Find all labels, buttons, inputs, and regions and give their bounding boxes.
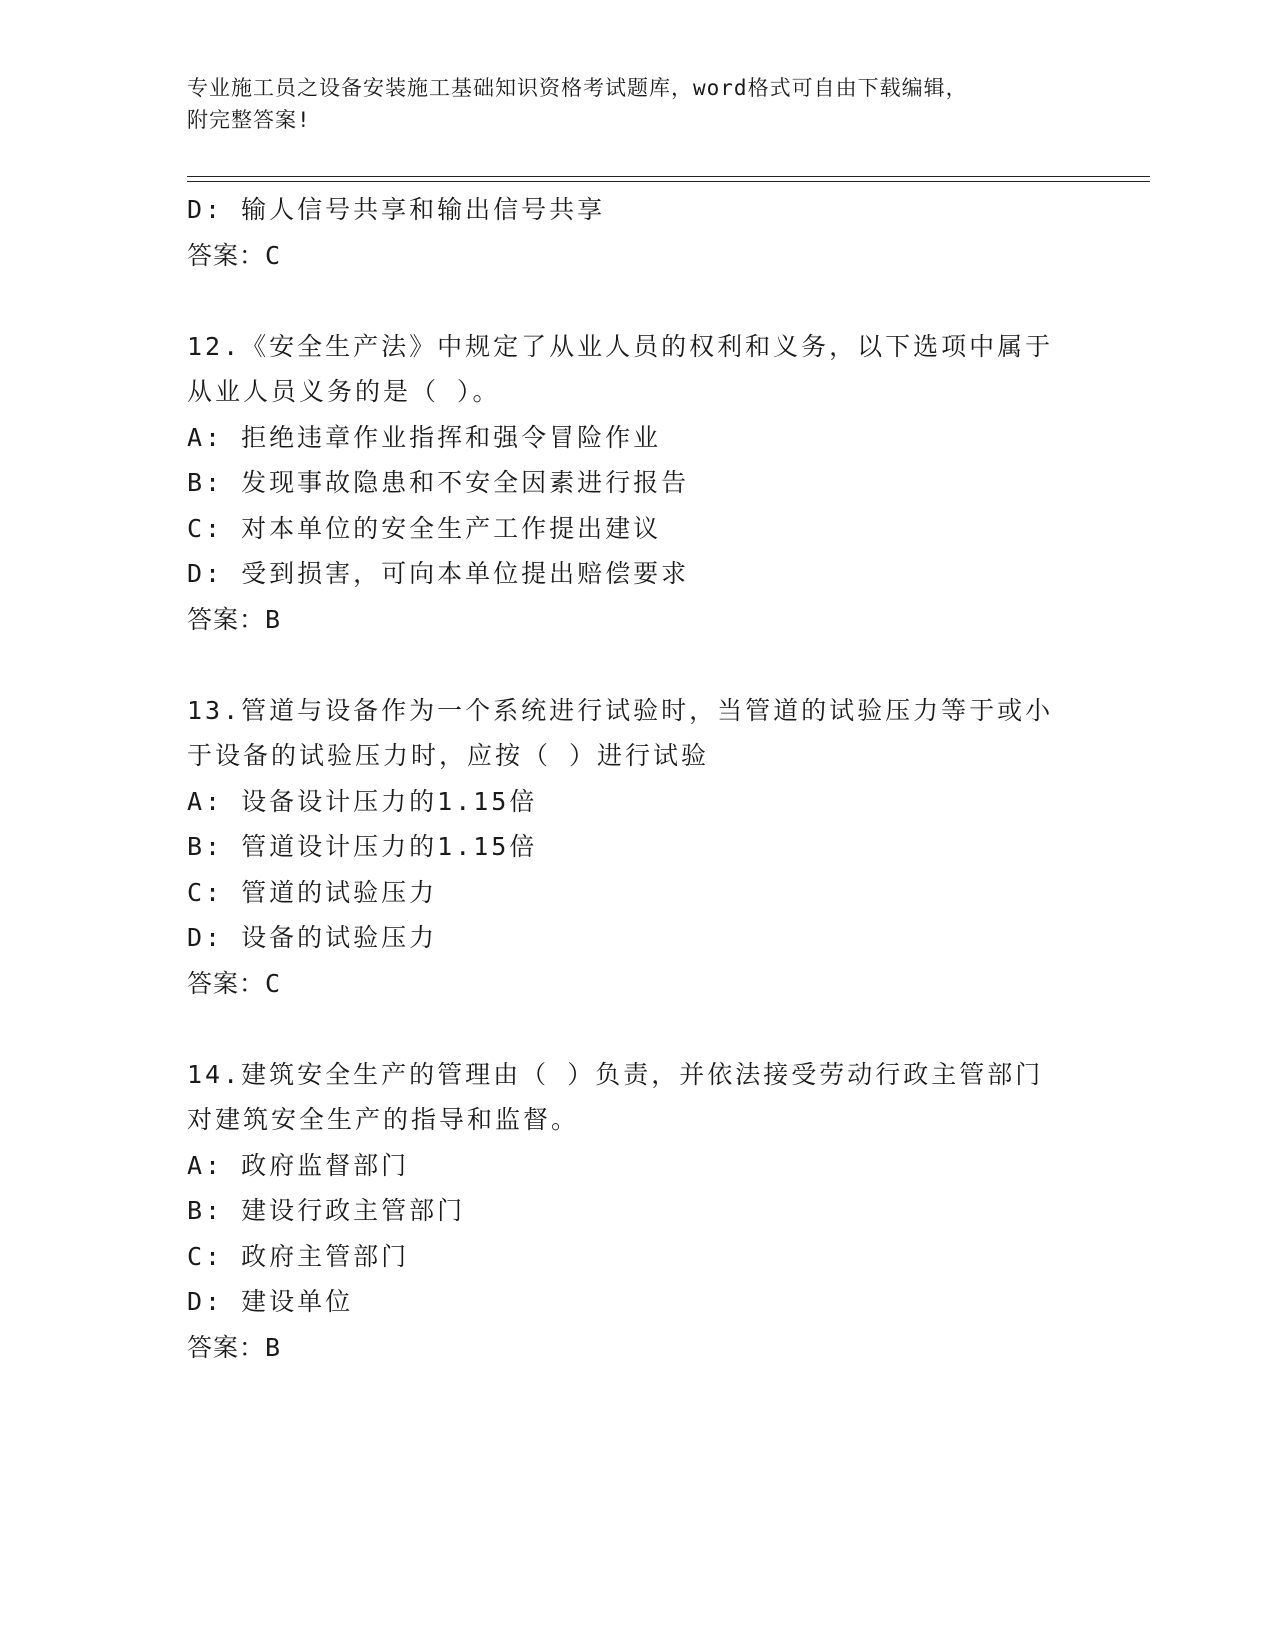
answer-line: 答案：C xyxy=(187,968,282,998)
question-text-line: 13.管道与设备作为一个系统进行试验时，当管道的试验压力等于或小 xyxy=(187,695,1054,725)
option-a: A: 设备设计压力的1.15倍 xyxy=(187,786,538,816)
spacer xyxy=(187,1006,1087,1052)
option-a: A: 政府监督部门 xyxy=(187,1150,410,1180)
spacer xyxy=(187,642,1087,688)
header-line-1: 专业施工员之设备安装施工基础知识资格考试题库，word格式可自由下载编辑， xyxy=(187,76,968,100)
document-header xyxy=(187,72,1087,136)
question-text-line: 14.建筑安全生产的管理由（ ）负责，并依法接受劳动行政主管部门 xyxy=(187,1059,1044,1089)
question-text-line: 对建筑安全生产的指导和监督。 xyxy=(187,1105,580,1134)
option-c: C: 管道的试验压力 xyxy=(187,877,438,907)
option-b: B: 建设行政主管部门 xyxy=(187,1196,466,1225)
question-text-line: 从业人员义务的是（ ）。 xyxy=(187,377,501,406)
option-c: C: 政府主管部门 xyxy=(187,1241,410,1271)
question-text-line: 12.《安全生产法》中规定了从业人员的权利和义务，以下选项中属于 xyxy=(187,331,1054,361)
header-rule-top xyxy=(187,176,1150,177)
question-block-12 xyxy=(187,324,1087,643)
option-b: B: 管道设计压力的1.15倍 xyxy=(187,832,538,861)
option-d: D: 设备的试验压力 xyxy=(187,923,438,952)
header-line-2: 附完整答案! xyxy=(187,108,311,132)
question-block-13 xyxy=(187,688,1087,1007)
answer-line: 答案：B xyxy=(187,1332,282,1362)
question-block-14 xyxy=(187,1052,1087,1371)
option-d: D: 建设单位 xyxy=(187,1287,354,1316)
option-a: A: 拒绝违章作业指挥和强令冒险作业 xyxy=(187,422,662,452)
option-c: C: 对本单位的安全生产工作提出建议 xyxy=(187,513,662,543)
spacer xyxy=(187,278,1087,324)
answer-line: 答案：B xyxy=(187,604,282,634)
option-d: D: 受到损害，可向本单位提出赔偿要求 xyxy=(187,559,690,588)
answer-line: 答案：C xyxy=(187,240,282,270)
option-d: D: 输人信号共享和输出信号共享 xyxy=(187,195,606,224)
question-text-line: 于设备的试验压力时，应按（ ）进行试验 xyxy=(187,741,710,770)
question-list xyxy=(187,187,1087,1370)
question-block-11 xyxy=(187,187,1087,278)
header-rule-bottom xyxy=(187,181,1150,182)
option-b: B: 发现事故隐患和不安全因素进行报告 xyxy=(187,468,690,497)
